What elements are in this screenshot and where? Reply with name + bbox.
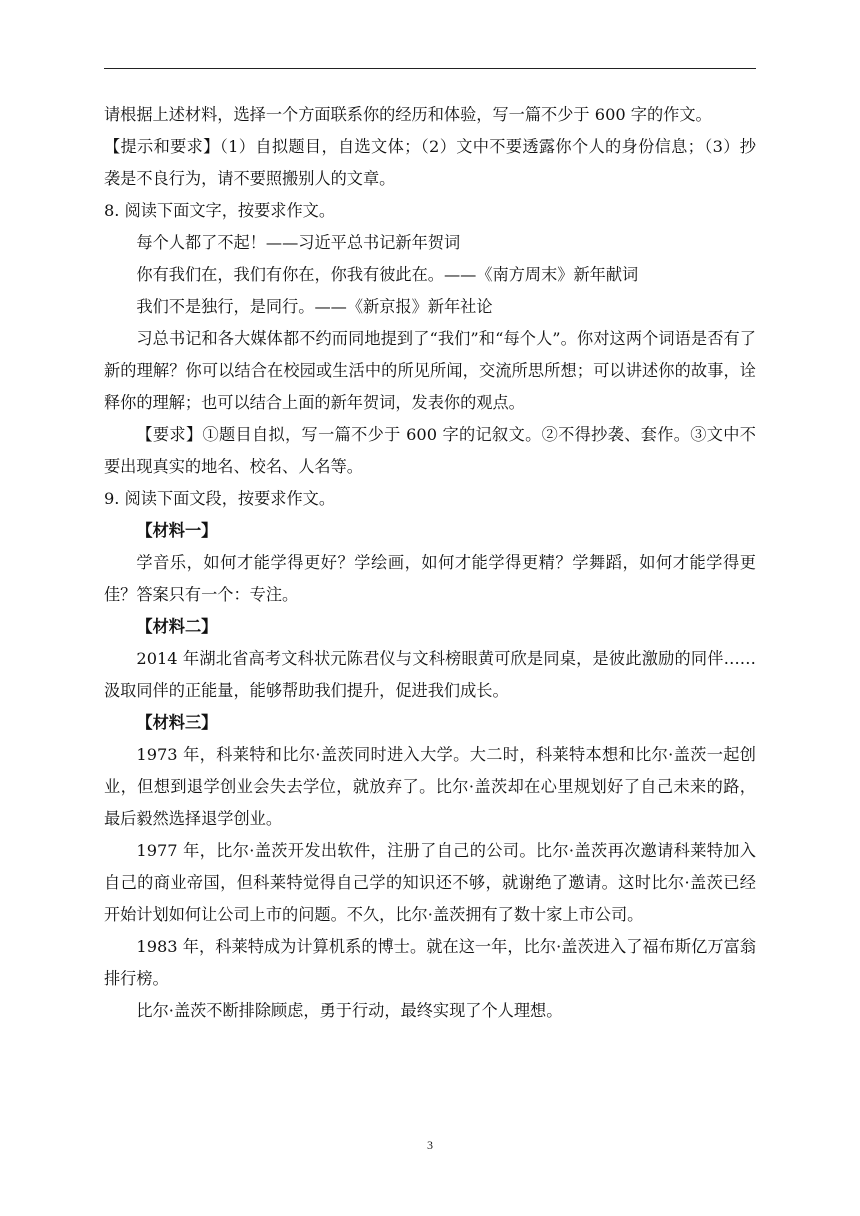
quote-xi-new-year: 每个人都了不起！——习近平总书记新年贺词 — [136, 233, 461, 252]
material-2-heading: 【材料二】 — [136, 617, 218, 636]
paragraph-requirements-7: 【提示和要求】（1）自拟题目，自选文体；（2）文中不要透露你个人的身份信息；（3）抄袭是不良行为，请不要照搬别人的文章。 — [104, 137, 756, 188]
page-number: 3 — [427, 1138, 433, 1152]
document-body — [104, 99, 756, 1027]
material-3-text-1977: 1977 年，比尔·盖茨开发出软件，注册了自己的公司。比尔·盖茨再次邀请科莱特加入自己的商业帝国，但科莱特觉得自己学的知识还不够，就谢绝了邀请。这时比尔·盖茨已经开始计划如何让公司上市的问题。不久，比尔·盖茨拥有了数十家上市公司。 — [104, 841, 756, 924]
paragraph-intro: 请根据上述材料，选择一个方面联系你的经历和体验，写一篇不少于 600 字的作文。 — [104, 105, 712, 124]
quote-beijing-news: 我们不是独行，是同行。——《新京报》新年社论 — [136, 297, 493, 316]
material-3-text-1973: 1973 年，科莱特和比尔·盖茨同时进入大学。大二时，科莱特本想和比尔·盖茨一起创业，但想到退学创业会失去学位，就放弃了。比尔·盖茨却在心里规划好了自己未来的路，最后毅然选择退学创业。 — [104, 745, 756, 828]
question-9-heading: 9. 阅读下面文段，按要求作文。 — [104, 489, 336, 508]
material-2-text: 2014 年湖北省高考文科状元陈君仪与文科榜眼黄可欣是同桌，是彼此激励的同伴……汲取同伴的正能量，能够帮助我们提升，促进我们成长。 — [104, 649, 756, 700]
header-rule — [104, 68, 756, 69]
question-8-heading: 8. 阅读下面文字，按要求作文。 — [104, 201, 336, 220]
material-3-text-1983: 1983 年，科莱特成为计算机系的博士。就在这一年，比尔·盖茨进入了福布斯亿万富翁排行榜。 — [104, 937, 756, 988]
paragraph-requirements-8: 【要求】①题目自拟，写一篇不少于 600 字的记叙文。②不得抄袭、套作。③文中不要出现真实的地名、校名、人名等。 — [104, 425, 756, 476]
material-3-conclusion: 比尔·盖茨不断排除顾虑，勇于行动，最终实现了个人理想。 — [136, 1001, 563, 1020]
material-3-heading: 【材料三】 — [136, 713, 218, 732]
material-1-text: 学音乐，如何才能学得更好？学绘画，如何才能学得更精？学舞蹈，如何才能学得更佳？答案只有一个：专注。 — [104, 553, 756, 604]
material-1-heading: 【材料一】 — [136, 521, 218, 540]
quote-nanfang-weekend: 你有我们在，我们有你在，你我有彼此在。——《南方周末》新年献词 — [136, 265, 639, 284]
paragraph-prompt-8: 习总书记和各大媒体都不约而同地提到了“我们”和“每个人”。你对这两个词语是否有了新的理解？你可以结合在校园或生活中的所见所闻，交流所思所想；可以讲述你的故事，诠释你的理解；也可以结合上面的新年贺词，发表你的观点。 — [104, 329, 756, 412]
